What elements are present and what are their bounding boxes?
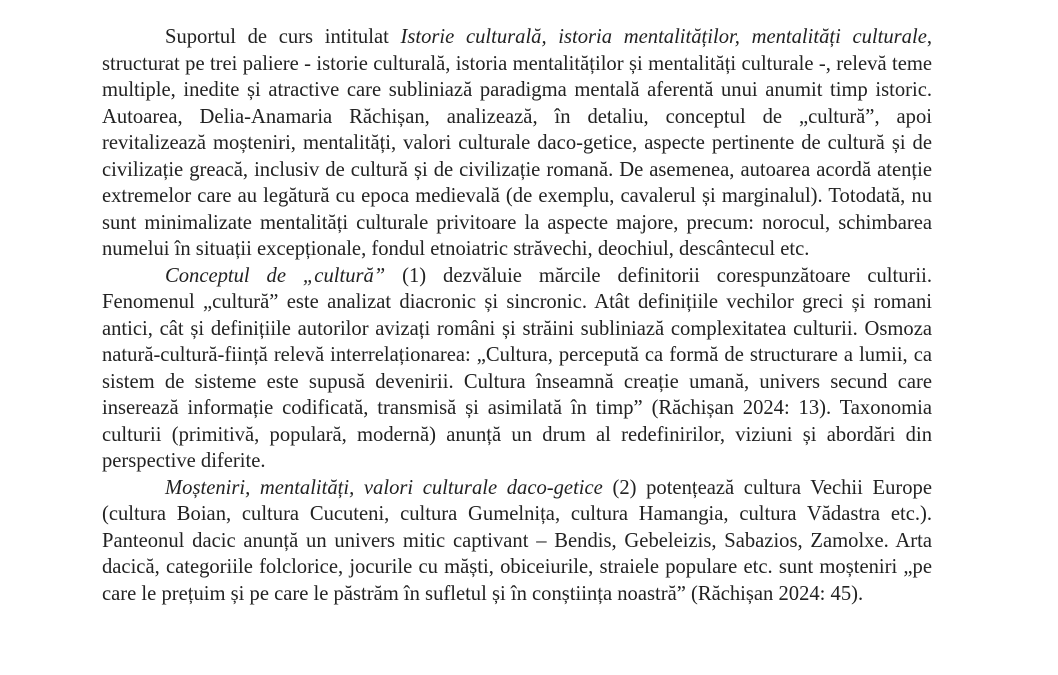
paragraph-1-text-before: Suportul de curs intitulat <box>165 26 401 48</box>
paragraph-3-text: (2) potențează cultura Vechii Europe (cultura Boian, cultura Cucuteni, cultura Gumelnița, cultura Hamangia, cultura Vădastra etc.). Panteonul dacic anunță un univers mitic captivant – Bendis, Gebeleizis, Sabazios, Zamolxe. Arta dacică, categoriile folclorice, jocurile cu măști, obiceiurile, straiele populare etc. sunt moșteniri „pe care le prețuim și pe care le păstrăm în sufletul și în conștiința noastră” (Răchișan 2024: 45). <box>102 476 932 605</box>
section-title-culture-concept: Conceptul de „cultură” <box>165 264 386 287</box>
paragraph-daco-getic <box>102 475 932 608</box>
paragraph-course-support <box>102 24 932 263</box>
document-page <box>102 24 932 607</box>
section-title-daco-getic: Moșteniri, mentalități, valori culturale daco-getice <box>165 476 603 499</box>
paragraph-culture-concept <box>102 263 932 475</box>
paragraph-2-text: (1) dezvăluie mărcile definitorii corespunzătoare culturii. Fenomenul „cultură” este analizat diacronic și sincronic. Atât definițiile vechilor greci și romani antici, cât și definițiile autorilor avizați români și străini subliniază complexitatea culturii. Osmoza natură-cultură-ființă relevă interrelaționarea: „Cultura, percepută ca formă de structurare a lumii, ca sistem de sisteme este supusă devenirii. Cultura înseamnă creație umană, univers secund care inserează informație codificată, transmisă și asimilată în timp” (Răchișan 2024: 13). Taxonomia culturii (primitivă, populară, modernă) anunță un drum al redefinirilor, viziuni și abordări din perspective diferite. <box>102 264 932 472</box>
course-title: Istorie culturală, istoria mentalităților, mentalități culturale <box>400 26 927 48</box>
paragraph-1-text: , structurat pe trei paliere - istorie culturală, istoria mentalităților și mentalități culturale -, relevă teme multiple, inedite și atractive care subliniază paradigma mentală aferentă unui anumit timp istoric. Autoarea, Delia-Anamaria Răchișan, analizează, în detaliu, conceptul de „cultură”, apoi revitalizează moșteniri, mentalități, valori culturale daco-getice, aspecte pertinente de cultură și de civilizație greacă, inclusiv de cultură și de civilizație romană. De asemenea, autoarea acordă atenție extremelor care au legătură cu epoca medievală (de exemplu, cavalerul și marginalul). Totodată, nu sunt minimalizate mentalități culturale privitoare la aspecte majore, precum: norocul, schimbarea numelui în situații excepționale, fondul etnoiatric străvechi, deochiul, descântecul etc. <box>102 26 932 260</box>
